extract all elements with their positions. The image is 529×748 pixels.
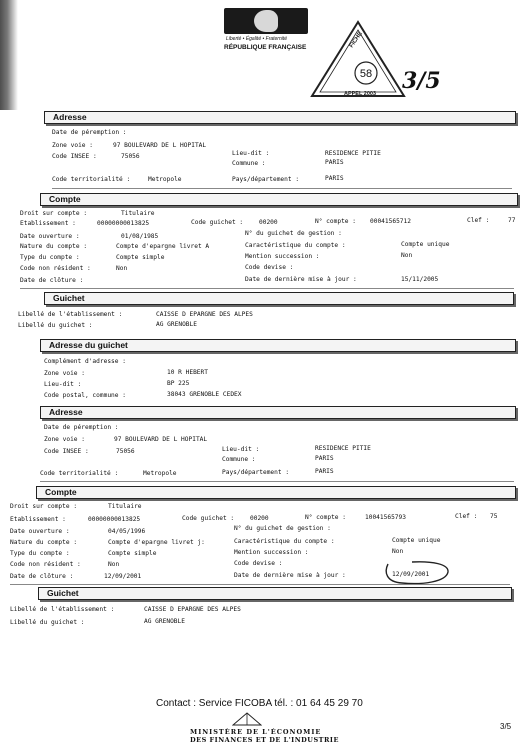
droit-value-1: Titulaire [121, 210, 155, 217]
caracteristique-value-2: Compte unique [392, 537, 441, 544]
lieu-dit-value-2: RESIDENCE PITIE [315, 445, 371, 452]
date-cloture-value-2: 12/09/2001 [104, 573, 142, 580]
section-adresse-1: Adresse [44, 111, 516, 124]
code-territorialite-label-2: Code territorialité : [40, 470, 119, 477]
g-code-postal-label: Code postal, commune : [44, 392, 126, 399]
libelle-guichet-label-1: Libellé du guichet : [18, 322, 93, 329]
divider [20, 288, 514, 289]
ministry-line-1: MINISTÈRE DE L'ÉCONOMIE [190, 728, 322, 736]
lieu-dit-label-2: Lieu-dit : [222, 446, 260, 453]
caracteristique-label-1: Caractéristique du compte : [245, 242, 346, 249]
handwritten-page: 3/5 [402, 68, 441, 94]
divider [52, 188, 512, 189]
g-lieu-dit-label: Lieu-dit : [44, 381, 82, 388]
etablissement-value-2: 00000000013825 [88, 516, 141, 523]
code-non-resident-value-1: Non [116, 265, 128, 272]
clef-value-1: 77 [508, 217, 516, 224]
complement-label: Complément d'adresse : [44, 358, 126, 365]
code-non-resident-label-2: Code non résident : [10, 561, 81, 568]
droit-label-2: Droit sur compte : [10, 503, 78, 510]
stamp-number: 58 [359, 68, 373, 80]
pays-value-2: PARIS [315, 468, 334, 475]
code-non-resident-label-1: Code non résident : [20, 265, 91, 272]
ministry-line-2: DES FINANCES ET DE L'INDUSTRIE [190, 736, 339, 744]
commune-value-2: PARIS [315, 455, 334, 462]
zone-voie-label-1: Zone voie : [52, 142, 93, 149]
libelle-etab-value-1: CAISSE D EPARGNE DES ALPES [156, 311, 253, 318]
num-compte-value-2: 10041565793 [365, 514, 406, 521]
date-ouverture-label-2: Date ouverture : [10, 528, 70, 535]
code-territorialite-value-1: Metropole [148, 176, 182, 183]
g-lieu-dit-value: BP 225 [167, 380, 190, 387]
code-territorialite-label-1: Code territorialité : [52, 176, 131, 183]
code-guichet-value-1: 00200 [259, 219, 278, 226]
date-derniere-value-2: 12/09/2001 [392, 571, 430, 578]
g-code-postal-value: 38043 GRENOBLE CEDEX [167, 391, 242, 398]
section-guichet-1: Guichet [44, 292, 514, 305]
date-derniere-label-1: Date de dernière mise à jour : [245, 276, 357, 283]
section-adresse-guichet: Adresse du guichet [40, 339, 516, 352]
etablissement-value-1: 00000000013825 [97, 220, 150, 227]
mention-value-2: Non [392, 548, 404, 555]
commune-label-1: Commune : [232, 160, 266, 167]
date-cloture-label-1: Date de clôture : [20, 277, 84, 284]
libelle-guichet-value-2: AG GRENOBLE [144, 618, 185, 625]
libelle-guichet-value-1: AG GRENOBLE [156, 321, 197, 328]
caracteristique-value-1: Compte unique [401, 241, 450, 248]
droit-label-1: Droit sur compte : [20, 210, 88, 217]
code-insee-label-1: Code INSEE : [52, 153, 97, 160]
clef-label-2: Clef : [455, 513, 478, 520]
clef-value-2: 75 [490, 513, 498, 520]
pays-label-1: Pays/département : [232, 176, 300, 183]
date-peremption-label-1: Date de péremption : [52, 129, 127, 136]
date-ouverture-value-2: 04/05/1996 [108, 528, 146, 535]
nature-label-1: Nature du compte : [20, 243, 88, 250]
stamp-top-text: FICHE [348, 30, 364, 50]
g-zone-voie-value: 10 R HEBERT [167, 369, 208, 376]
g-zone-voie-label: Zone voie : [44, 370, 85, 377]
type-value-1: Compte simple [116, 254, 165, 261]
num-compte-label-2: N° compte : [305, 514, 346, 521]
hand-drawn-circle [382, 560, 452, 586]
date-derniere-value-1: 15/11/2005 [401, 276, 439, 283]
code-insee-label-2: Code INSEE : [44, 448, 89, 455]
pays-label-2: Pays/département : [222, 469, 290, 476]
libelle-guichet-label-2: Libellé du guichet : [10, 619, 85, 626]
page-number: 3/5 [500, 722, 512, 731]
type-value-2: Compte simple [108, 550, 157, 557]
num-guichet-gestion-label-1: N° du guichet de gestion : [245, 230, 342, 237]
code-guichet-label-2: Code guichet : [182, 515, 235, 522]
divider [40, 481, 514, 482]
num-guichet-gestion-label-2: N° du guichet de gestion : [234, 525, 331, 532]
contact-line: Contact : Service FICOBA tél. : 01 64 45 29 70 [156, 698, 363, 709]
commune-label-2: Commune : [222, 456, 256, 463]
clef-label-1: Clef : [467, 217, 490, 224]
section-compte-2: Compte [36, 486, 516, 499]
code-guichet-label-1: Code guichet : [191, 219, 244, 226]
stamp-bottom-text: APPEL 2003 [344, 91, 377, 97]
republic-motto: Liberté • Égalité • Fraternité [226, 36, 288, 42]
libelle-etab-label-2: Libellé de l'établissement : [10, 606, 115, 613]
code-insee-value-1: 75056 [121, 153, 140, 160]
date-cloture-label-2: Date de clôture : [10, 573, 74, 580]
mention-label-2: Mention succession : [234, 549, 309, 556]
lieu-dit-label-1: Lieu-dit : [232, 150, 270, 157]
nature-value-2: Compte d'epargne livret j: [108, 539, 205, 546]
section-compte-1: Compte [40, 193, 518, 206]
libelle-etab-label-1: Libellé de l'établissement : [18, 311, 123, 318]
type-label-2: Type du compte : [10, 550, 70, 557]
code-devise-label-1: Code devise : [245, 264, 294, 271]
type-label-1: Type du compte : [20, 254, 80, 261]
etablissement-label-1: Etablissement : [20, 220, 76, 227]
ministry-emblem-icon [232, 712, 262, 726]
code-devise-label-2: Code devise : [234, 560, 283, 567]
num-compte-value-1: 00041565712 [370, 218, 411, 225]
date-peremption-label-2: Date de péremption : [44, 424, 119, 431]
commune-value-1: PARIS [325, 159, 344, 166]
lieu-dit-value-1: RESIDENCE PITIE [325, 150, 381, 157]
pays-value-1: PARIS [325, 175, 344, 182]
code-territorialite-value-2: Metropole [143, 470, 177, 477]
marianne-logo [224, 8, 308, 34]
code-non-resident-value-2: Non [108, 561, 120, 568]
zone-voie-label-2: Zone voie : [44, 436, 85, 443]
zone-voie-value-2: 97 BOULEVARD DE L HOPITAL [114, 436, 208, 443]
nature-label-2: Nature du compte : [10, 539, 78, 546]
date-derniere-label-2: Date de dernière mise à jour : [234, 572, 346, 579]
date-ouverture-label-1: Date ouverture : [20, 233, 80, 240]
code-guichet-value-2: 00200 [250, 515, 269, 522]
num-compte-label-1: N° compte : [315, 218, 356, 225]
libelle-etab-value-2: CAISSE D EPARGNE DES ALPES [144, 606, 241, 613]
caracteristique-label-2: Caractéristique du compte : [234, 538, 335, 545]
zone-voie-value-1: 97 BOULEVARD DE L HOPITAL [113, 142, 207, 149]
code-insee-value-2: 75056 [116, 448, 135, 455]
nature-value-1: Compte d'epargne livret A [116, 243, 210, 250]
mention-label-1: Mention succession : [245, 253, 320, 260]
etablissement-label-2: Etablissement : [10, 516, 66, 523]
mention-value-1: Non [401, 252, 413, 259]
section-adresse-2: Adresse [40, 406, 516, 419]
republic-name: RÉPUBLIQUE FRANÇAISE [224, 44, 307, 51]
date-ouverture-value-1: 01/08/1985 [121, 233, 159, 240]
section-guichet-2: Guichet [38, 587, 512, 600]
scan-noise [0, 0, 18, 110]
appeal-stamp [308, 20, 408, 100]
marianne-profile [254, 10, 278, 32]
droit-value-2: Titulaire [108, 503, 142, 510]
divider [10, 584, 510, 585]
